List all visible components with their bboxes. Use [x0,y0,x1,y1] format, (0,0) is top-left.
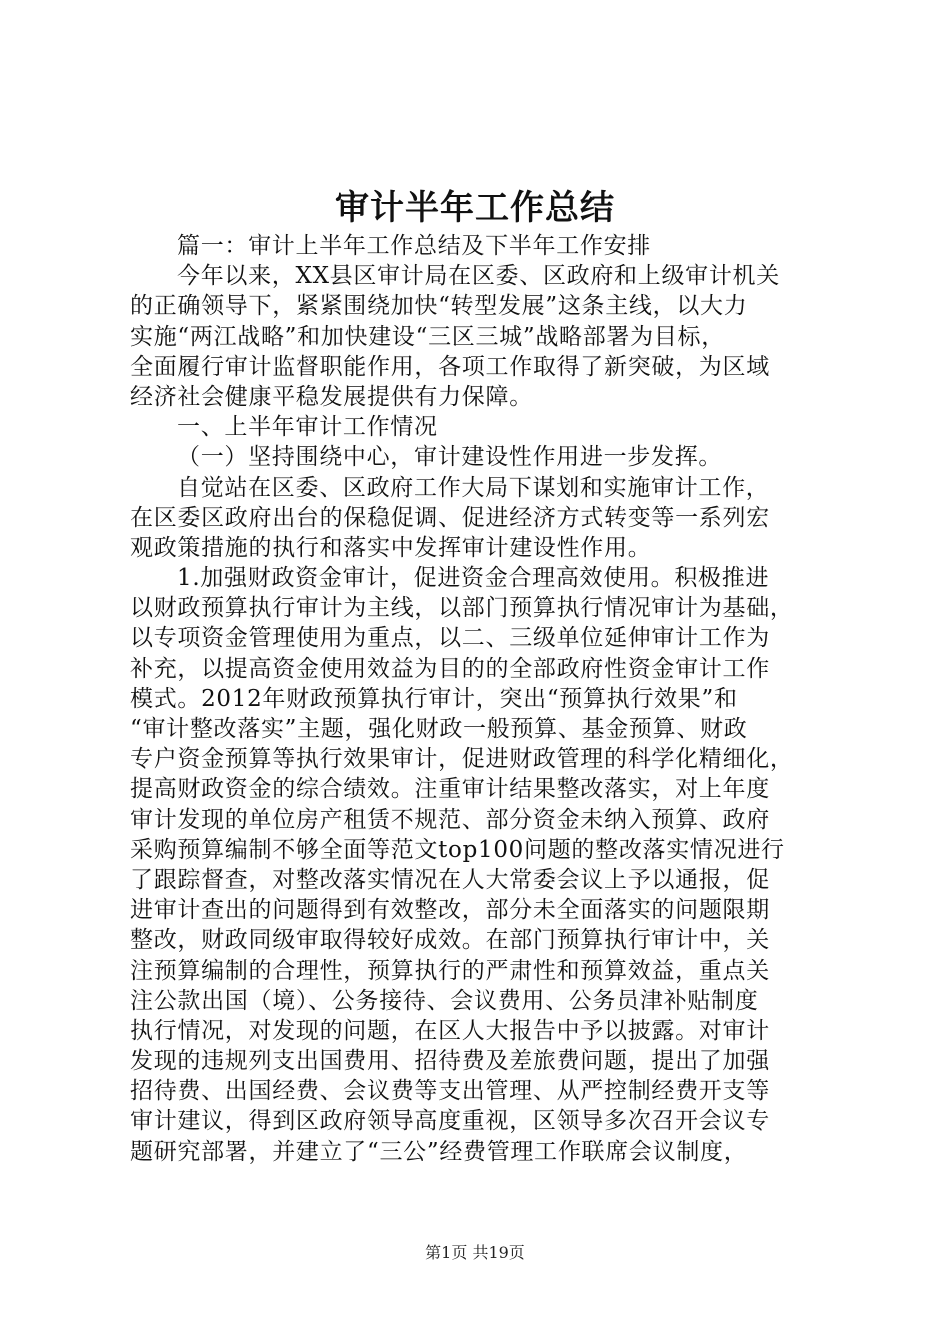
paragraph-line: 了跟踪督查，对整改落实情况在人大常委会议上予以通报，促 [130,866,770,893]
paragraph-line: 注预算编制的合理性，预算执行的严肃性和预算效益，重点关 [130,957,770,984]
paragraph-line: 注公款出国（境）、公务接待、会议费用、公务员津补贴制度 [130,987,759,1014]
paragraph-line: 观政策措施的执行和落实中发挥审计建设性作用。 [130,534,652,561]
paragraph-line: 整改，财政同级审取得较好成效。在部门预算执行审计中，关 [130,927,770,954]
paragraph-line: 采购预算编制不够全面等范文top100问题的整改落实情况进行 [130,836,785,863]
paragraph-line: 实施“两江战略”和加快建设“三区三城”战略部署为目标， [130,323,725,350]
paragraph-line: 模式。2012年财政预算执行审计，突出“预算执行效果”和 [130,685,738,712]
paragraph-line: 以专项资金管理使用为重点，以二、三级单位延伸审计工作为 [130,625,770,652]
paragraph-line: 专户资金预算等执行效果审计，促进财政管理的科学化精细化， [130,746,794,773]
paragraph-line: 在区委区政府出台的保稳促调、促进经济方式转变等一系列宏 [130,504,770,531]
section-heading-part-one: 篇一：审计上半年工作总结及下半年工作安排 [177,233,651,259]
paragraph-line: 进审计查出的问题得到有效整改，部分未全面落实的问题限期 [130,897,770,924]
paragraph-line: “审计整改落实”主题，强化财政一般预算、基金预算、财政 [130,716,748,742]
document-title: 审计半年工作总结 [335,188,615,228]
paragraph-line: 审计发现的单位房产租赁不规范、部分资金未纳入预算、政府 [130,806,770,833]
paragraph-line: 今年以来，XX县区审计局在区委、区政府和上级审计机关 [177,263,780,290]
paragraph-line: 审计建议，得到区政府领导高度重视，区领导多次召开会议专 [130,1108,770,1135]
paragraph-line: 的正确领导下，紧紧围绕加快“转型发展”这条主线，以大力 [130,293,748,320]
paragraph-line: 补充，以提高资金使用效益为目的的全部政府性资金审计工作 [130,655,770,682]
page-number-footer: 第1页 共19页 [425,1243,525,1262]
paragraph-line: 经济社会健康平稳发展提供有力保障。 [130,383,533,410]
paragraph-line: 自觉站在区委、区政府工作大局下谋划和实施审计工作， [177,474,770,501]
paragraph-line: 执行情况，对发现的问题，在区人大报告中予以披露。对审计 [130,1017,770,1044]
paragraph-line: 以财政预算执行审计为主线，以部门预算执行情况审计为基础， [130,595,794,622]
paragraph-line: 1.加强财政资金审计，促进资金合理高效使用。积极推进 [177,565,770,592]
section-heading-one: 一、上半年审计工作情况 [177,414,438,441]
paragraph-line: 招待费、出国经费、会议费等支出管理、从严控制经费开支等 [130,1078,770,1105]
subsection-heading: （一）坚持围绕中心，审计建设性作用进一步发挥。 [177,444,723,471]
paragraph-line: 全面履行审计监督职能作用，各项工作取得了新突破，为区域 [130,353,770,380]
paragraph-line: 发现的违规列支出国费用、招待费及差旅费问题，提出了加强 [130,1048,770,1075]
paragraph-line: 提高财政资金的综合绩效。注重审计结果整改落实，对上年度 [130,776,770,803]
paragraph-line: 题研究部署，并建立了“三公”经费管理工作联席会议制度， [130,1138,748,1165]
document-body [130,231,830,1167]
